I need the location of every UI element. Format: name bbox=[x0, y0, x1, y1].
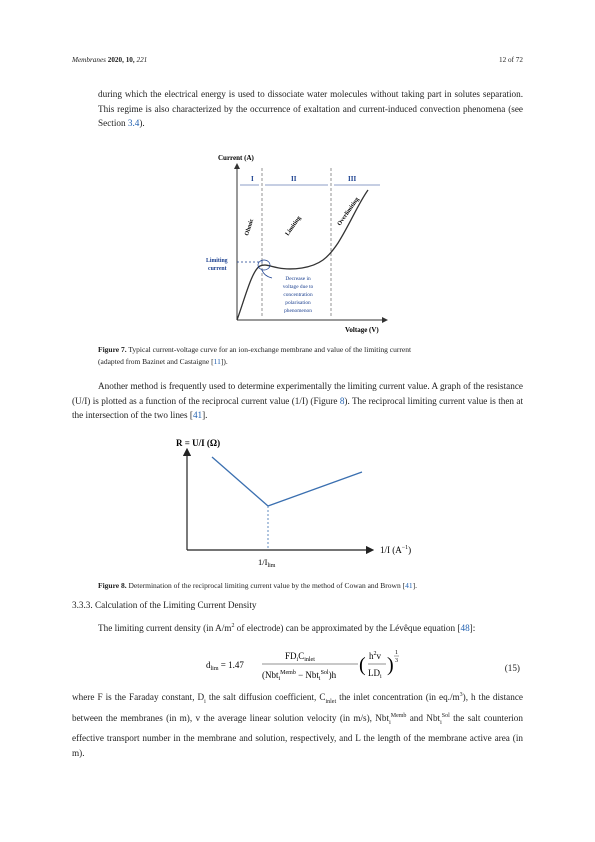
subscript: inlet bbox=[325, 698, 337, 705]
running-header bbox=[72, 56, 147, 64]
paragraph-text: of electrode) can be approximated by the Lévêque equation [ bbox=[234, 623, 461, 634]
fig7-regime-limiting: Limiting bbox=[284, 215, 303, 238]
fig7-region-1: I bbox=[251, 175, 254, 183]
fig8-line-shallow bbox=[268, 472, 362, 506]
fig8-x-label-sup: −1 bbox=[401, 545, 409, 551]
fig7-annotation-line: phenomenon bbox=[284, 308, 312, 314]
citation-link[interactable]: 41 bbox=[405, 581, 413, 590]
fig7-annotation-line: concentration bbox=[283, 292, 313, 298]
superscript: 2 bbox=[231, 623, 235, 629]
fig8-x-axis-label bbox=[380, 545, 411, 555]
citation-link[interactable]: 41 bbox=[192, 410, 203, 421]
eq-numerator: $FD_iC_{inlet}$ bbox=[285, 651, 315, 663]
fig8-x-label-close: ) bbox=[408, 545, 412, 555]
paragraph-text: the salt diffusion coefficient, C bbox=[205, 692, 326, 703]
section-link[interactable]: 3.4 bbox=[127, 118, 140, 129]
fig7-annotation-line: polarisation bbox=[285, 300, 311, 306]
subscript: i bbox=[389, 720, 391, 727]
intro-paragraph bbox=[98, 87, 523, 131]
paragraph-text: ). The reciprocal limiting current value is then at the intersection of the two lines [ bbox=[72, 395, 523, 421]
fig8-x-label-text: 1/I (A bbox=[380, 545, 402, 555]
eq-paren-right: ) bbox=[387, 654, 394, 676]
caption-text: Typical current-voltage curve for an ion-exchange membrane and value of the limiting current bbox=[128, 345, 412, 354]
superscript: Sol bbox=[441, 713, 450, 720]
equation-number: (15) bbox=[504, 663, 520, 673]
eq-inner-den: $LD_i$ bbox=[368, 668, 382, 680]
caption-text: ]. bbox=[412, 581, 417, 590]
fig7-limiting-label: Limiting bbox=[206, 258, 228, 264]
paragraph-text: ), h the distance between the membranes (in m), v the average linear solution velocity (in m/s), Nbt bbox=[72, 692, 524, 724]
eq-lhs: $d_{lim} = 1.47$ bbox=[206, 660, 244, 672]
fig7-region-2: II bbox=[291, 175, 297, 183]
fig7-y-axis-label: Current (A) bbox=[218, 154, 254, 162]
superscript: Memb bbox=[390, 713, 407, 720]
citation-link[interactable]: 11 bbox=[213, 356, 221, 366]
fig8-y-axis-label: R = U/I (Ω) bbox=[176, 438, 221, 448]
subscript: i bbox=[204, 698, 206, 705]
paragraph-text: the inlet concentration (in eq./m bbox=[336, 692, 460, 703]
paragraph-text: The limiting current density (in A/m bbox=[98, 623, 232, 634]
paragraph-text: and Nbt bbox=[406, 713, 441, 724]
intro-text: during which the electrical energy is used to dissociate water molecules without taking part in solutes separation. This regime is also characterized by the occurrence of exaltation and current-induced convection phenomena (see Section bbox=[98, 89, 523, 129]
subscript: i bbox=[440, 720, 442, 727]
caption-text: ]). bbox=[220, 356, 228, 366]
page-number: 12 of 72 bbox=[499, 56, 523, 64]
paragraph-text: Another method is frequently used to determine experimentally the limiting current value. A graph of the resistance (U/I) is plotted as a function of the reciprocal current value (1/I) (Figure bbox=[72, 381, 523, 406]
citation-link[interactable]: 48 bbox=[460, 623, 470, 634]
article-number: 221 bbox=[136, 56, 148, 64]
eq-denominator: (Nbt$_i^{Memb}$ − Nbt$_i^{Sol}$)h bbox=[262, 670, 337, 682]
fig7-annotation bbox=[283, 276, 314, 314]
fig8-lim-label bbox=[258, 557, 276, 569]
journal-volume: 2020, 10, bbox=[107, 56, 135, 64]
fig7-annotation-line: voltage due to bbox=[282, 284, 314, 290]
journal-name: Membranes bbox=[72, 56, 106, 64]
caption-text: (adapted from Bazinet and Castaigne [ bbox=[98, 356, 214, 366]
paragraph-text: ]: bbox=[469, 623, 476, 634]
section-heading: 3.3.3. Calculation of the Limiting Current Density bbox=[72, 600, 257, 610]
fig8-lim-sub: lim bbox=[267, 563, 276, 569]
fig8-line-steep bbox=[212, 457, 268, 506]
eq-paren-left: ( bbox=[359, 654, 366, 676]
paragraph-text: where F is the Faraday constant, D bbox=[72, 692, 205, 703]
fig7-annotation-pointer bbox=[262, 270, 272, 278]
leveque-paragraph bbox=[72, 619, 523, 636]
caption-label: Figure 8. bbox=[98, 581, 127, 590]
figure-7-caption bbox=[98, 344, 528, 367]
paragraph-text: the salt counterion effective transport number in the membrane and solution, respectively, and L the length of the membrane active area (in m). bbox=[72, 713, 523, 758]
eq-exponent-den: 3 bbox=[395, 658, 398, 664]
eq-inner-num: $h^2v$ bbox=[369, 651, 381, 661]
fig7-regime-overlimiting: Overlimiting bbox=[336, 196, 361, 228]
figure-link[interactable]: 8 bbox=[339, 395, 345, 406]
fig7-limiting-label-2: current bbox=[208, 266, 227, 272]
paragraph-text: ]. bbox=[202, 410, 208, 421]
figure-7-iv-curve bbox=[190, 148, 410, 338]
fig8-lim-text: 1/I bbox=[258, 557, 268, 567]
fig7-regime-ohmic: Ohmic bbox=[244, 218, 256, 237]
intro-tail: ). bbox=[139, 118, 145, 129]
figure-8-caption bbox=[98, 580, 528, 592]
caption-text: Determination of the reciprocal limiting current value by the method of Cowan and Brown [ bbox=[128, 581, 406, 590]
caption-label: Figure 7. bbox=[98, 345, 127, 354]
figure-8-resistance-plot bbox=[172, 432, 432, 570]
superscript: 3 bbox=[459, 692, 463, 698]
variables-paragraph bbox=[72, 688, 523, 760]
fig7-region-3: III bbox=[348, 175, 357, 183]
fig7-annotation-line: Decrease in bbox=[285, 276, 311, 282]
eq-exponent: 1 bbox=[395, 650, 398, 656]
method-paragraph bbox=[72, 379, 523, 423]
fig7-x-axis-label: Voltage (V) bbox=[345, 326, 379, 334]
